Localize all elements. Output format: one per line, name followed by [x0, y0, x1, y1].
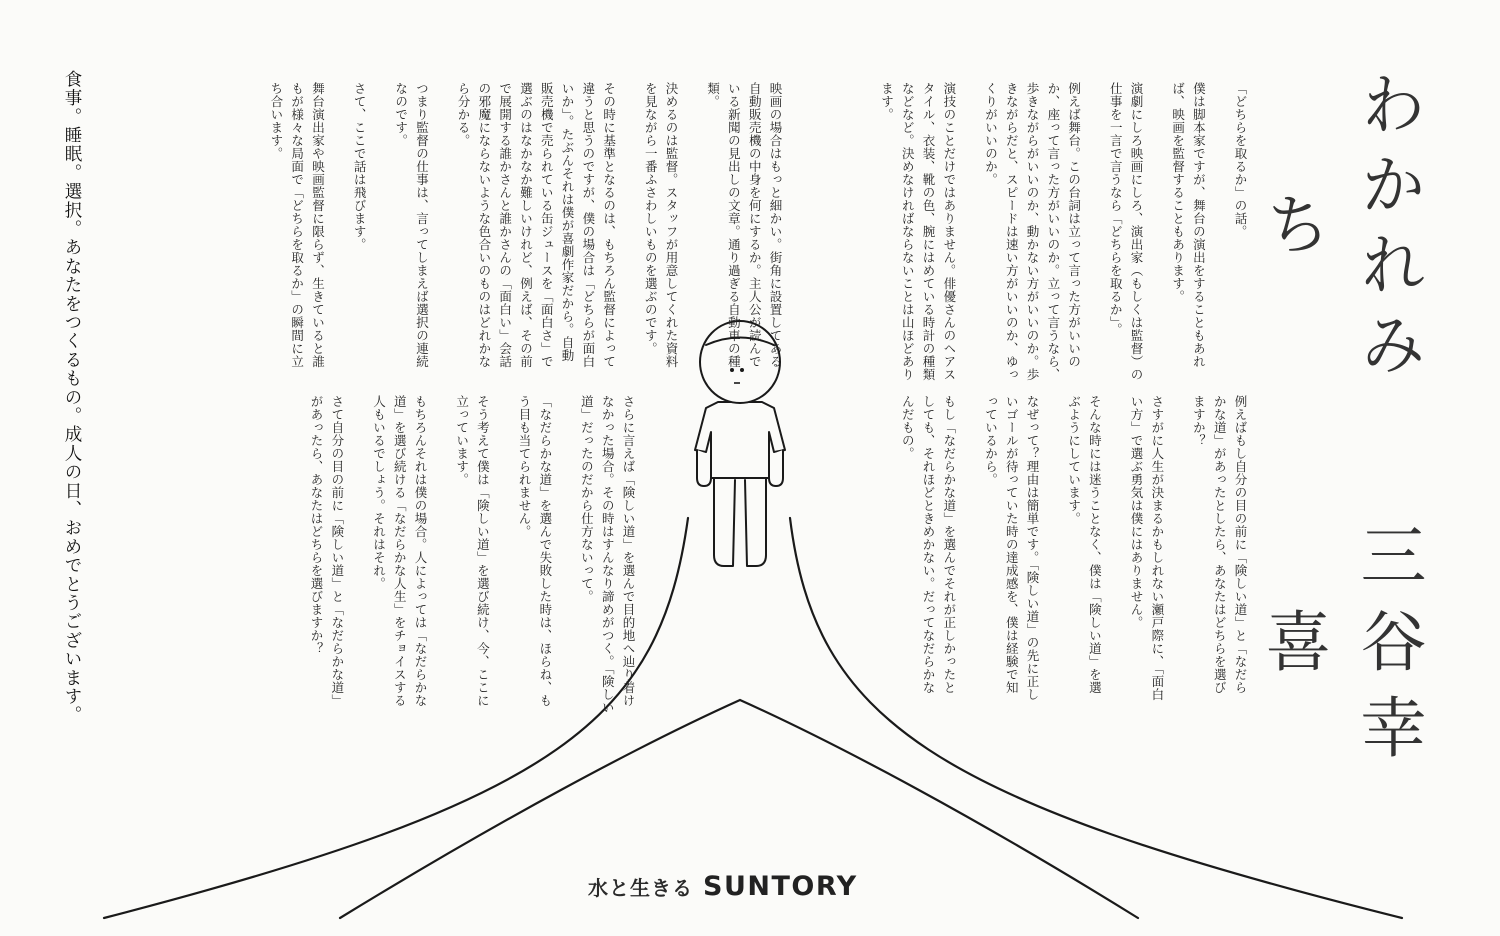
body-column-1: 「どちらを取るか」の話。 僕は脚本家ですが、舞台の演出をすることもあれば、映画を監督することもあります。 演劇にしろ映画にしろ、演出家（もしくは監督）の仕事を一言で言うなら「どちらを取るか」。 例えば舞台。この台詞は立って言った方がいいのか、座って言った方がいいのか。立って言うなら、歩きながらがいいのか、動かない方がいいのか。歩きながらだと、スピードは速い方がいいのか、ゆっくりがいいのか。 演技のことだけではありません。俳優さんのヘアスタイル、衣装、靴の色、腕にはめている時計の種類などなど。決めなければならないことは山ほどあります。 — [879, 82, 1248, 381]
body-column-4: さらに言えば「険しい道」を選んで目的地へ辿り着けなかった場合。その時はすんなり諦めがつく。「険しい道」だったのだから仕方ないって。 「なだらかな道」を選んで失敗した時は、ほらね、もう目も当てられません。 そう考えて僕は「険しい道」を選び続け、今、ここに立っています。 もちろんそれは僕の場合。人によっては「なだらかな道」を選び続ける「なだらかな人生」をチョイスする人もいるでしょう。それはそれ。 さて自分の目の前に「険しい道」と「なだらかな道」があったら、あなたはどちらを選びますか？ — [309, 395, 636, 714]
body-column-3: 例えばもし自分の目の前に「険しい道」と「なだらかな道」があったとしたら、あなたはどちらを選びますか？ さすがに人生が決まるかもしれない瀬戸際に、「面白い方」で選ぶ勇気は僕にはありません。 そんな時には迷うことなく、僕は「険しい道」を選ぶようにしています。 なぜって？理由は簡単です。「険しい道」の先に正しいゴールが待っていた時の達成感を、僕は経験で知っているから。 もし「なだらかな道」を選んでそれが正しかったとしても、それほどときめかない。だってなだらかなんだもの。 — [900, 395, 1248, 701]
body-column-2: 映画の場合はもっと細かい。街角に設置してある自動販売機の中身を何にするか。主人公が読んでいる新聞の見出しの文章。通り過ぎる自動車の種類。 決めるのは監督。スタッフが用意してくれた資料を見ながら一番ふさわしいものを選ぶのです。 その時に基準となるのは、もちろん監督によって違うと思うのですが、僕の場合は「どちらが面白いか」。たぶんそれは僕が喜劇作家だから。自動販売機で売られている缶ジュースを「面白さ」で選ぶのはなかなか難しいけれど、例えば、その前で展開する誰かさんと誰かさんの「面白い」会話の邪魔にならないような色合いのものはどれかなら分かる。 つまり監督の仕事は、言ってしまえば選択の連続なのです。 さて、ここで話は飛びます。 舞台演出家や映画監督に限らず、生きていると誰もが様々な局面で「どちらを取るか」の瞬間に立ち合います。 — [268, 82, 783, 368]
closing-message: 食事。睡眠。選択。あなたをつくるもの。成人の日、おめでとうございます。 — [62, 70, 82, 725]
brand-footer — [588, 866, 918, 906]
brand-logo: SUNTORY — [703, 870, 858, 902]
brand-tagline: 水と生きる — [588, 875, 693, 900]
headline-title: わかれみち — [1254, 70, 1426, 390]
author-name: 三谷幸喜 — [1254, 521, 1426, 779]
